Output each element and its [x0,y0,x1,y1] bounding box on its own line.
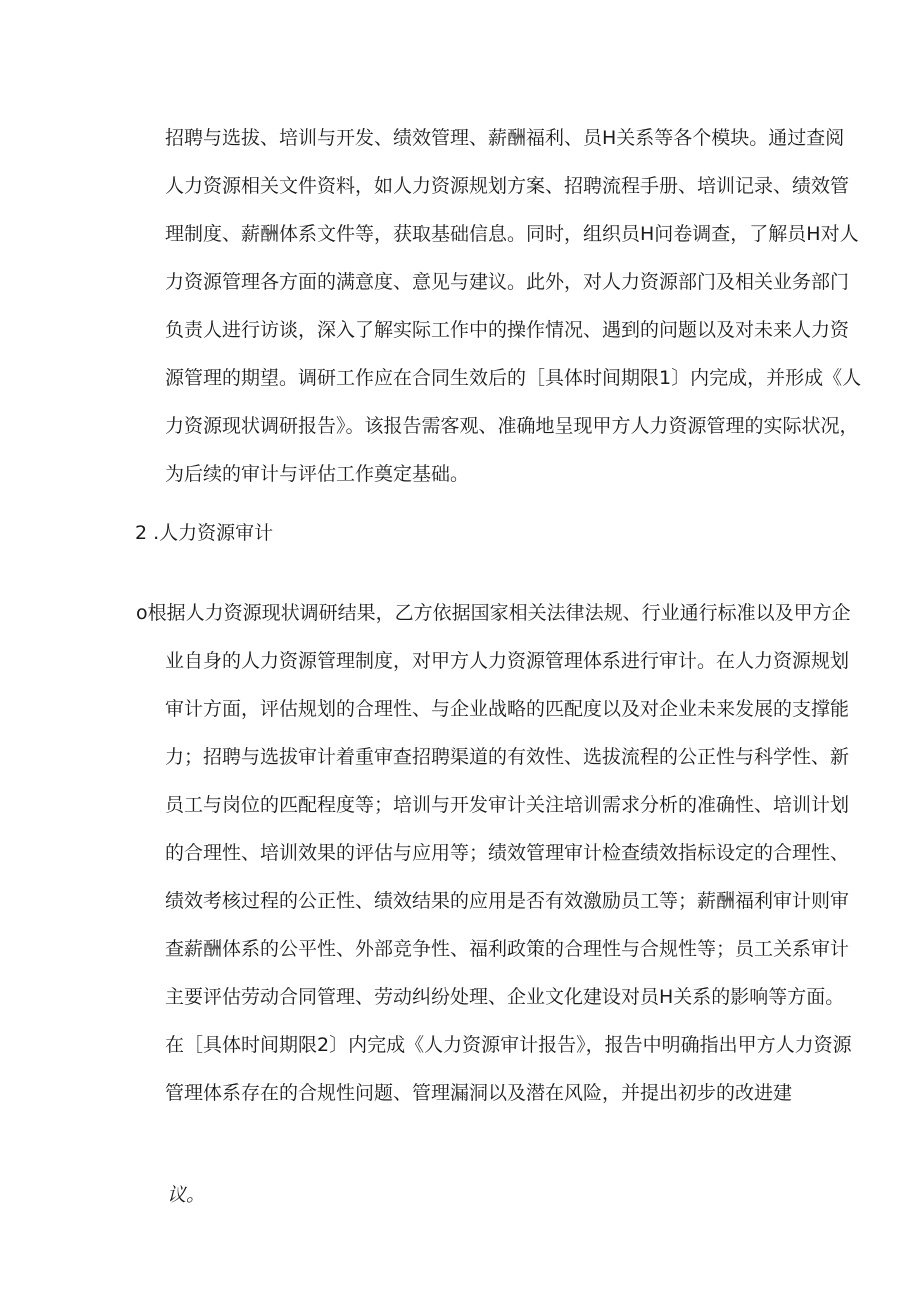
paragraph-line: 在［具体时间期限2〕内完成《人力资源审计报告》，报告中明确指出甲方人力资源 [165,1034,852,1056]
paragraph-line: 绩效考核过程的公正性、绩效结果的应用是否有效激励员工等；薪酬福利审计则审 [165,890,850,912]
paragraph-line: 理制度、薪酬体系文件等，获取基础信息。同时，组织员H问卷调查，了解员H对人 [165,223,859,245]
paragraph-line: 源管理的期望。调研工作应在合同生效后的［具体时间期限1〕内完成，并形成《人 [165,367,862,389]
section-heading: 2 .人力资源审计 [135,522,274,544]
paragraph-line: 查薪酬体系的公平性、外部竞争性、福利政策的合理性与合规性等；员工关系审计 [165,938,850,960]
paragraph-line: 人力资源相关文件资料，如人力资源规划方案、招聘流程手册、培训记录、绩效管 [165,175,850,197]
paragraph-line: 的合理性、培训效果的评估与应用等；绩效管理审计检查绩效指标设定的合理性、 [165,842,850,864]
paragraph-line: 负责人进行访谈，深入了解实际工作中的操作情况、遇到的问题以及对未来人力资 [165,319,850,341]
paragraph-line: 主要评估劳动合同管理、劳动纠纷处理、企业文化建设对员H关系的影响等方面。 [165,986,845,1008]
paragraph-line: 业自身的人力资源管理制度，对甲方人力资源管理体系进行审计。在人力资源规划 [165,650,850,672]
paragraph-line: 审计方面，评估规划的合理性、与企业战略的匹配度以及对企业未来发展的支撑能 [165,698,850,720]
paragraph-line: 力资源管理各方面的满意度、意见与建议。此外，对人力资源部门及相关业务部门 [165,271,850,293]
paragraph-line: 招聘与选拔、培训与开发、绩效管理、薪酬福利、员H关系等各个模块。通过查阅 [165,127,845,149]
paragraph-line: 力；招聘与选拔审计着重审查招聘渠道的有效性、选拔流程的公正性与科学性、新 [165,746,850,768]
paragraph-tail: 议。 [167,1184,206,1206]
paragraph-line: 员工与岗位的匹配程度等；培训与开发审计关注培训需求分析的准确性、培训计划 [165,794,850,816]
paragraph-line: o根据人力资源现状调研结果，乙方依据国家相关法律法规、行业通行标准以及甲方企 [136,602,851,624]
paragraph-line: 管理体系存在的合规性问题、管理漏洞以及潜在风险，并提出初步的改进建 [165,1082,793,1104]
paragraph-line: 为后续的审计与评估工作奠定基础。 [165,463,470,485]
paragraph-line: 力资源现状调研报告》。该报告需客观、准确地呈现甲方人力资源管理的实际状况， [165,415,859,437]
